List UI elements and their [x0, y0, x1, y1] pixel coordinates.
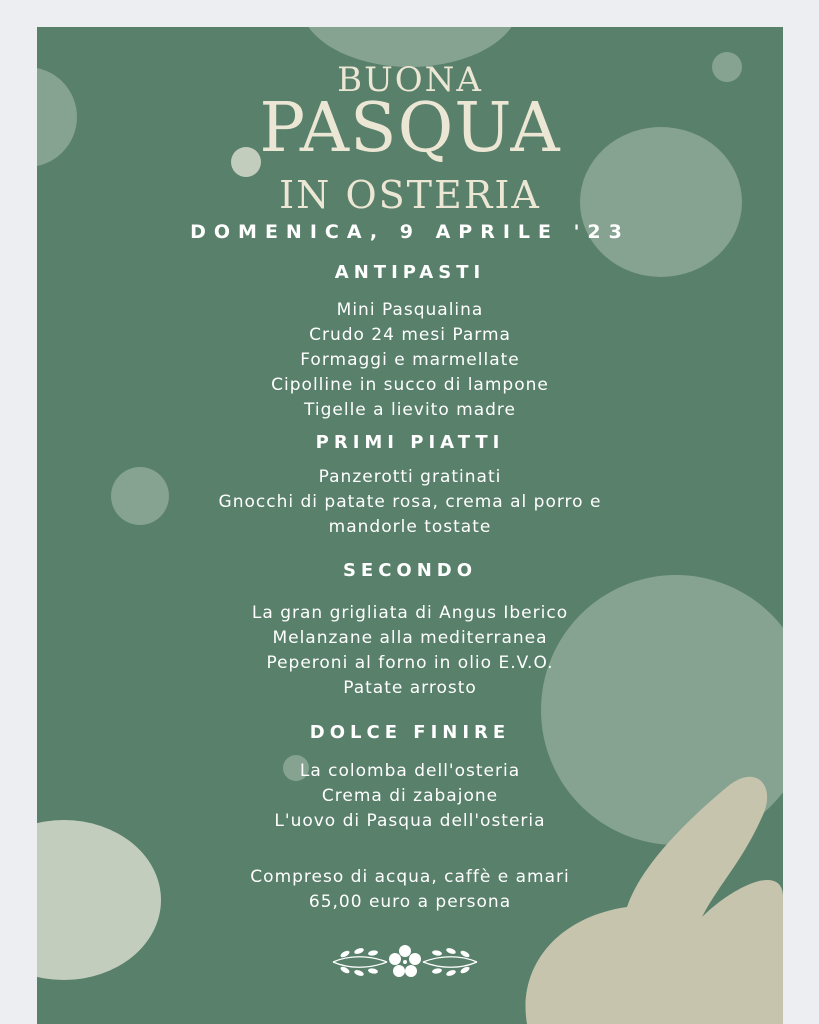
menu-item: Crema di zabajone: [321, 786, 499, 806]
menu-item: Patate arrosto: [343, 678, 477, 698]
price: 65,00 euro a persona: [308, 892, 512, 912]
menu-item: L'uovo di Pasqua dell'osteria: [274, 811, 546, 831]
event-date: DOMENICA, 9 APRILE '23: [190, 221, 630, 243]
menu-item: La gran grigliata di Angus Iberico: [251, 603, 569, 623]
menu-item: Crudo 24 mesi Parma: [309, 325, 511, 345]
footer-info: [37, 865, 783, 915]
section-title-dolce: DOLCE FINIRE: [309, 722, 511, 743]
antipasti-list: [37, 298, 783, 423]
menu-poster: [37, 27, 783, 1024]
menu-item: La colomba dell'osteria: [299, 761, 521, 781]
title-in-osteria: IN OSTERIA: [279, 173, 541, 217]
title-buona: BUONA: [337, 60, 483, 100]
floral-divider-icon: [329, 941, 481, 983]
menu-item: Mini Pasqualina: [336, 300, 484, 320]
included-note: Compreso di acqua, caffè e amari: [250, 867, 570, 887]
menu-item: Gnocchi di patate rosa, crema al porro e: [218, 492, 602, 512]
menu-item: Melanzane alla mediterranea: [272, 628, 548, 648]
section-title-primi: PRIMI PIATTI: [315, 432, 505, 453]
menu-item: Formaggi e marmellate: [300, 350, 520, 370]
section-title-secondo: SECONDO: [342, 560, 478, 581]
menu-item: Peperoni al forno in olio E.V.O.: [266, 653, 554, 673]
menu-item: mandorle tostate: [328, 517, 492, 537]
menu-item: Panzerotti gratinati: [318, 467, 502, 487]
menu-item: Cipolline in succo di lampone: [271, 375, 549, 395]
dolce-list: [37, 759, 783, 834]
menu-item: Tigelle a lievito madre: [304, 400, 516, 420]
title-pasqua: PASQUA: [259, 89, 561, 168]
secondo-list: [37, 601, 783, 701]
primi-list: [37, 465, 783, 540]
section-title-antipasti: ANTIPASTI: [334, 262, 486, 283]
